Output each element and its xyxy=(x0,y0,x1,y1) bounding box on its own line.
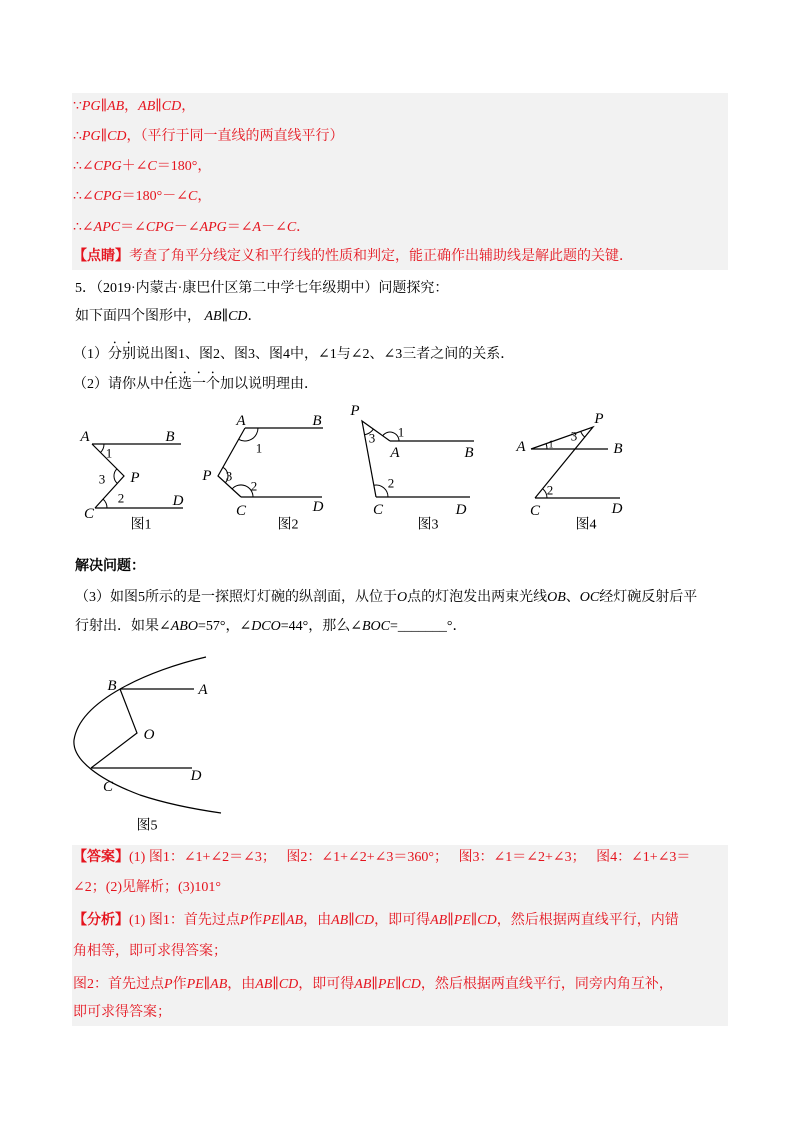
fig1-label-c: C xyxy=(83,506,95,522)
math-variable: AB xyxy=(204,309,222,324)
fig2-angle-3-label: 3 xyxy=(225,468,233,484)
fig3-angle-3-label: 3 xyxy=(368,430,376,446)
math-variable: AB xyxy=(331,913,349,928)
fig1-angle-2-label: 2 xyxy=(117,490,125,506)
math-variable: ABO xyxy=(170,619,198,634)
answer-tag: 【答案】 xyxy=(73,850,129,865)
analysis-line-2: 角相等，即可求得答案； xyxy=(73,944,227,959)
fig5-label-c: C xyxy=(102,779,114,795)
part-1-text: 说出图1、图2、图3、图4中，∠1与∠2、∠3三者之间的关系． xyxy=(136,347,515,362)
fig3-label-p: P xyxy=(350,403,360,419)
math-variable: AB xyxy=(138,99,156,114)
question-intro: 如下面四个图形中， AB∥CD． xyxy=(75,309,262,324)
answer-line-1 xyxy=(73,848,690,868)
solution-line-3: ∴∠CPG＋∠C＝180°， xyxy=(73,159,212,174)
math-variable: CD xyxy=(401,977,421,992)
fig4-label-a: A xyxy=(516,439,526,455)
math-variable: PE xyxy=(377,977,395,992)
math-variable: CD xyxy=(354,913,375,928)
fig2-angle-1-label: 1 xyxy=(255,440,263,456)
math-variable: CPG xyxy=(93,159,122,174)
fig4-angle-3-label: 3 xyxy=(570,428,578,444)
math-variable: PE xyxy=(186,977,204,992)
figure-4 xyxy=(515,411,622,533)
math-variable: CD xyxy=(477,913,497,928)
fig5-label-o: O xyxy=(143,727,155,743)
fig4-angle-3-arc xyxy=(581,431,585,437)
analysis-line-3: 图2：首先过点P作PE∥AB，由AB∥CD，即可得AB∥PE∥CD，然后根据两直线平行，同旁内角互补， xyxy=(73,977,673,992)
question-part-2 xyxy=(73,369,318,392)
part-3-line-1: （3）如图5所示的是一探照灯灯碗的纵剖面，从位于O点的灯泡发出两束光线OB、OC经灯碗反射后平 xyxy=(75,590,698,605)
math-variable: BOC xyxy=(361,619,390,634)
solution-line-5: ∴∠APC＝∠CPG－∠APG＝∠A－∠C． xyxy=(73,220,311,235)
answer-box xyxy=(72,845,728,1026)
analysis-line-4: 即可求得答案； xyxy=(73,1005,171,1020)
fig4-label-c: C xyxy=(529,503,541,519)
figure-5 xyxy=(0,645,800,840)
question-header: 5．（2019·内蒙古·康巴什区第二中学七年级期中）问题探究： xyxy=(75,281,449,296)
fig3-label-d: D xyxy=(455,502,467,518)
solution-box xyxy=(72,93,728,270)
fig1-angle-1-label: 1 xyxy=(105,445,113,461)
fig1-label-b: B xyxy=(165,429,175,445)
math-variable: PE xyxy=(453,913,471,928)
solution-line-4: ∴∠CPG＝180°－∠C， xyxy=(73,189,212,204)
fig4-line-apc xyxy=(531,427,593,498)
fig3-angle-1-arc xyxy=(383,432,399,441)
math-variable: C xyxy=(286,220,297,235)
fig5-label-a: A xyxy=(198,682,208,698)
math-variable: C xyxy=(187,189,198,204)
fig2-line-apc xyxy=(218,428,245,497)
part-1-prefix: （1） xyxy=(73,347,108,362)
fig1-label-p: P xyxy=(130,470,140,486)
analysis-tag: 【分析】 xyxy=(73,913,129,928)
fig1-angle-3-label: 3 xyxy=(98,471,106,487)
note-line xyxy=(73,247,633,267)
fig1-angle-1-arc xyxy=(101,444,105,453)
math-variable: OC xyxy=(579,590,600,605)
math-variable: PE xyxy=(262,913,280,928)
math-variable: CD xyxy=(161,99,182,114)
fig3-caption: 图3 xyxy=(417,517,439,533)
fig4-angle-1-label: 1 xyxy=(548,439,554,451)
math-variable: OB xyxy=(547,590,566,605)
math-variable: PG xyxy=(81,99,101,114)
fig2-label-p: P xyxy=(202,468,212,484)
math-variable: PG xyxy=(81,129,101,144)
math-variable: AB xyxy=(210,977,228,992)
fig3-label-b: B xyxy=(464,445,474,461)
fig1-caption: 图1 xyxy=(130,517,152,533)
solve-heading: 解决问题： xyxy=(75,559,145,574)
analysis-text-1: (1) 图1：首先过点P作PE∥AB，由AB∥CD，即可得AB∥PE∥CD，然后根据两直线平行，内错 xyxy=(129,913,679,928)
math-variable: AB xyxy=(107,99,125,114)
answer-text-1: (1) 图1：∠1+∠2＝∠3； 图2：∠1+∠2+∠3＝360°； 图3：∠1＝∠2+∠3； 图4：∠1+∠3＝ xyxy=(129,850,691,865)
math-variable: O xyxy=(397,590,408,605)
math-variable: CD xyxy=(278,977,299,992)
fig1-angle-2-arc xyxy=(103,499,107,508)
math-variable: CPG xyxy=(145,220,174,235)
fig3-angle-2-label: 2 xyxy=(387,475,395,491)
solution-line-2: ∴PG∥CD，（平行于同一直线的两直线平行） xyxy=(73,129,344,144)
math-variable: P xyxy=(239,913,249,928)
fig2-label-b: B xyxy=(312,413,322,429)
fig4-label-d: D xyxy=(611,501,623,517)
answer-line-2: ∠2；(2)见解析；(3)101° xyxy=(73,880,221,895)
figure-1 xyxy=(79,429,183,533)
question-part-1 xyxy=(73,339,515,362)
fig1-angle-3-arc xyxy=(114,469,117,484)
fig5-caption: 图5 xyxy=(136,818,158,834)
fig4-label-p: P xyxy=(594,411,604,427)
fig2-label-d: D xyxy=(312,499,324,515)
math-variable: AB xyxy=(255,977,273,992)
fig2-caption: 图2 xyxy=(277,517,299,533)
part-1-emphasis: 分别 xyxy=(108,347,136,362)
math-variable: P xyxy=(164,977,173,992)
fig3-label-a: A xyxy=(390,445,400,461)
analysis-line-1 xyxy=(73,911,679,931)
math-variable: DCO xyxy=(251,619,281,634)
fig2-label-a: A xyxy=(236,413,246,429)
fig1-label-d: D xyxy=(172,493,184,509)
math-variable: CD xyxy=(228,309,248,324)
fig4-caption: 图4 xyxy=(575,517,597,533)
math-variable: AB xyxy=(354,977,372,992)
note-tag: 【点睛】 xyxy=(73,249,129,264)
part-2-emphasis: 任选一个 xyxy=(164,377,220,392)
fig3-label-c: C xyxy=(372,502,384,518)
fig3-angle-1-label: 1 xyxy=(397,424,405,440)
fig2-angle-2-label: 2 xyxy=(250,478,258,494)
figure-2 xyxy=(201,413,323,533)
math-variable: CD xyxy=(107,129,127,144)
solution-line-1: ∵PG∥AB，AB∥CD， xyxy=(73,99,196,114)
math-variable: AB xyxy=(285,913,304,928)
math-variable: AB xyxy=(430,913,448,928)
fig5-rays-bo-oc xyxy=(91,689,137,768)
part-2-prefix: （2）请你从中 xyxy=(73,377,164,392)
fig4-angle-2-label: 2 xyxy=(546,482,554,498)
part-3-line-2: 行射出．如果∠ABO=57°，∠DCO=44°，那么∠BOC=_______°． xyxy=(75,619,467,634)
fig5-label-d: D xyxy=(190,768,202,784)
math-variable: APG xyxy=(199,220,227,235)
part-2-text: 加以说明理由． xyxy=(220,377,318,392)
fig2-label-c: C xyxy=(235,503,247,519)
math-variable: CPG xyxy=(93,189,122,204)
fig5-label-b: B xyxy=(107,678,117,694)
math-variable: C xyxy=(147,159,157,174)
figures-row xyxy=(0,395,800,540)
fig4-label-b: B xyxy=(613,441,623,457)
fig4-angle-1-arc xyxy=(546,444,547,449)
math-variable: A xyxy=(252,220,262,235)
fig1-label-a: A xyxy=(80,429,90,445)
figure-3 xyxy=(349,403,474,533)
math-variable: APC xyxy=(93,220,121,235)
note-text: 考查了角平分线定义和平行线的性质和判定，能正确作出辅助线是解此题的关键． xyxy=(129,249,633,264)
